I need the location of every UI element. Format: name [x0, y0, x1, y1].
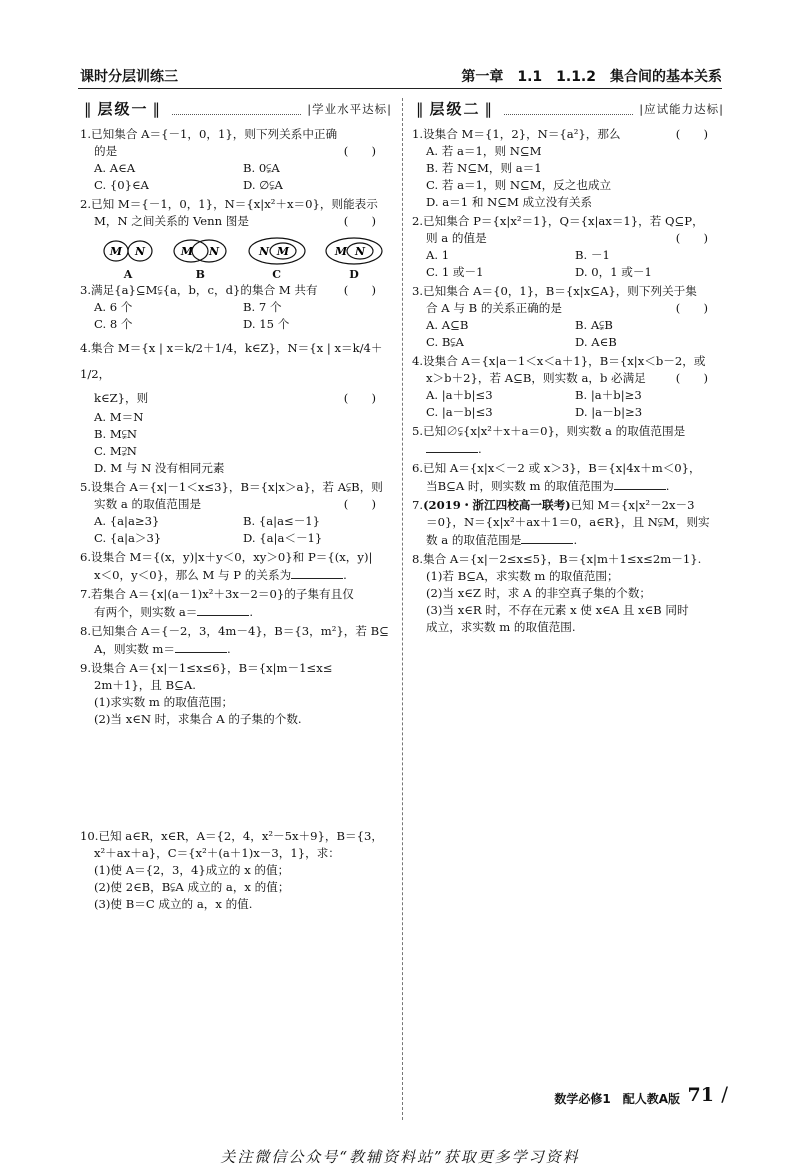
question-source: (2019・浙江四校高一联考) — [423, 498, 571, 512]
dotted-leader — [172, 104, 301, 115]
page-slash: / — [721, 1082, 728, 1106]
question-7: 7.(2019・浙江四校高一联考)已知 M＝{x|x²－2x－3 ＝0}，N＝{x|x²＋ax＋1＝0，a∈R}，且 N⫋M，则实 数 a 的取值范围是 . — [412, 498, 710, 547]
level-two-tag: |应试能力达标| — [639, 101, 724, 116]
question-7: 7.若集合 A＝{x|(a－1)x²＋3x－2＝0}的子集有且仅 有两个，则实数 a＝ . — [80, 587, 354, 619]
option-c: C. {0}∈A — [94, 178, 149, 192]
level-two-title: ‖ 层级二 ‖ — [416, 99, 495, 118]
question-4: 4.设集合 A＝{x|a－1＜x＜a＋1}，B＝{x|x＜b－2，或 x＞b＋2}，若 A⊆B，则实数 a，b 必满足 ( ) A. |a＋b|≤3 B. |a＋b|≥3 C. |a－b|≤3 D. |a－b|≥3 — [412, 354, 708, 419]
level-one-tag: |学业水平达标| — [307, 101, 392, 116]
venn-option-c: N M C — [247, 236, 307, 280]
question-8: 8.已知集合 A＝{－2，3，4m－4}，B＝{3，m²}，若 B⊆ A，则实数 m＝ . — [80, 624, 389, 656]
venn-option-d: M N D — [324, 236, 384, 280]
svg-text:M: M — [109, 245, 123, 258]
column-divider — [402, 98, 403, 1120]
question-4: 4.集合 M＝{x | x＝k/2＋1/4，k∈Z}，N＝{x | x＝k/4＋1/2， k∈Z}，则 ( ) A. M＝N B. M⫋N C. M⫌N D. M 与 N 没有相同元素 — [80, 341, 383, 475]
question-2: 2.已知 M＝{－1，0，1}，N＝{x|x²＋x＝0}，则能表示 M，N 之间关系的 Venn 图是 ( ) M N A M N B N M C M N D — [80, 196, 392, 280]
watermark-text: 关注微信公众号“教辅资料站”获取更多学习资料 — [220, 1148, 580, 1166]
question-8: 8.集合 A＝{x|－2≤x≤5}，B＝{x|m＋1≤x≤2m－1}. (1)若 B⊆A，求实数 m 的取值范围； (2)当 x∈Z 时，求 A 的非空真子集的个数； (3)当 x∈R 时，不存在元素 x 使 x∈A 且 x∈B 同时 成立，求实数 m 的取值范围. — [412, 552, 702, 634]
header-rule — [78, 88, 722, 89]
question-1: 1.已知集合 A＝{－1，0，1}，则下列关系中正确 的是 ( ) A. A∈A B. 0⫋A C. {0}∈A D. ∅⫋A — [80, 126, 392, 194]
answer-blank — [291, 566, 343, 579]
question-3: 3.满足{a}⊆M⫋{a，b，c，d}的集合 M 共有 ( ) A. 6 个 B. 7 个 C. 8 个 D. 15 个 — [80, 283, 376, 331]
left-column — [80, 98, 392, 915]
svg-text:N: N — [134, 245, 146, 258]
option-b: B. 0⫋A — [243, 161, 280, 175]
question-5: 5.已知∅⫋{x|x²＋x＋a＝0}，则实数 a 的取值范围是 . — [412, 424, 686, 456]
level-one-title: ‖ 层级一 ‖ — [84, 99, 163, 118]
answer-blank — [426, 440, 478, 453]
answer-blank — [197, 603, 249, 616]
svg-text:N: N — [258, 245, 269, 258]
svg-text:M: M — [181, 245, 194, 258]
question-9: 9.设集合 A＝{x|－1≤x≤6}，B＝{x|m－1≤x≤ 2m＋1}，且 B⊆A. (1)求实数 m 的取值范围； (2)当 x∈N 时，求集合 A 的子集的个数. — [80, 661, 333, 726]
question-1: 1.设集合 M＝{1，2}，N＝{a²}，那么 ( ) A. 若 a＝1，则 N⊆M B. 若 N⊆M，则 a＝1 C. 若 a＝1，则 N⊆M，反之也成立 D. a＝1 和 N⊆M 成立没有关系 — [412, 127, 708, 209]
question-10: 10.已知 a∈R，x∈R，A＝{2，4，x²－5x＋9}，B＝{3， x²＋ax＋a}，C＝{x²＋(a＋1)x－3，1}，求： (1)使 A＝{2，3，4}成立的 x 的值； (2)使 2∈B，B⫋A 成立的 a，x 的值； (3)使 B＝C 成立的 a，x 的值. — [80, 829, 383, 911]
svg-text:M: M — [276, 245, 289, 258]
option-a: A. A∈A — [94, 161, 136, 175]
question-6: 6.已知 A＝{x|x＜－2 或 x＞3}，B＝{x|4x＋m＜0}， 当B⊆A 时，则实数 m 的取值范围为 . — [412, 461, 701, 493]
svg-text:N: N — [209, 245, 220, 258]
venn-diagrams — [80, 230, 392, 280]
svg-text:N: N — [354, 245, 366, 258]
question-3: 3.已知集合 A＝{0，1}，B＝{x|x⊆A}，则下列关于集 合 A 与 B 的关系正确的是 ( ) A. A⊆B B. A⫋B C. B⫋A D. A∈B — [412, 284, 708, 349]
level-two-bar — [412, 98, 724, 120]
svg-text:M: M — [334, 245, 348, 258]
dotted-leader — [504, 104, 633, 115]
answer-blank — [521, 531, 573, 544]
option-d: D. ∅⫋A — [243, 178, 283, 192]
header-title: 课时分层训练三 — [80, 69, 178, 85]
level-one-bar — [80, 98, 392, 120]
venn-option-b: M N B — [171, 236, 229, 280]
page-number: 71 — [687, 1084, 714, 1106]
venn-option-a: M N A — [102, 236, 154, 280]
answer-blank — [614, 477, 666, 490]
footer-book-title: 数学必修1 配人教A版 — [554, 1092, 680, 1106]
answer-blank — [175, 640, 227, 653]
question-5: 5.设集合 A＝{x|－1＜x≤3}，B＝{x|x＞a}，若 A⫋B，则 实数 a 的取值范围是 ( ) A. {a|a≥3} B. {a|a≤－1} C. {a|a＞3} D. {a|a＜－1} — [80, 480, 383, 545]
question-6: 6.设集合 M＝{(x，y)|x＋y＜0，xy＞0}和 P＝{(x，y)| x＜0，y＜0}，那么 M 与 P 的关系为 . — [80, 550, 373, 582]
chapter-title: 第一章 1.1 1.1.2 集合间的基本关系 — [461, 69, 722, 85]
question-2: 2.已知集合 P＝{x|x²＝1}，Q＝{x|ax＝1}，若 Q⊆P， 则 a 的值是 ( ) A. 1 B. －1 C. 1 或－1 D. 0，1 或－1 — [412, 214, 708, 279]
right-column — [412, 98, 724, 638]
